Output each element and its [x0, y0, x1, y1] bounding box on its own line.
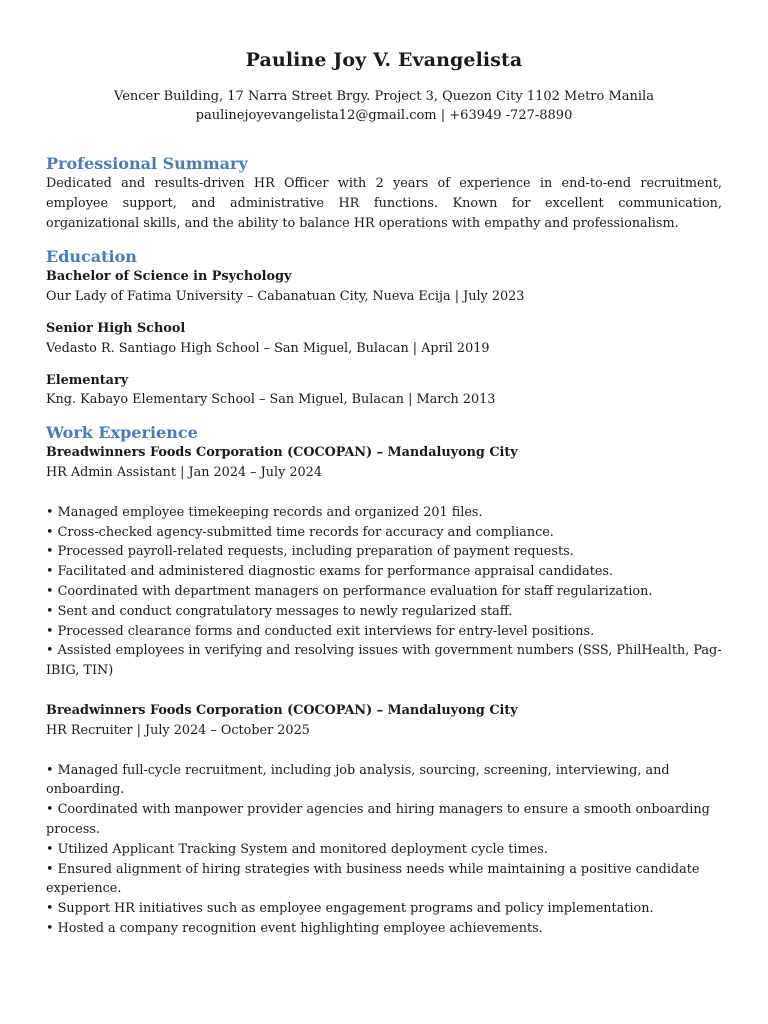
job-company: Breadwinners Foods Corporation (COCOPAN) – Mandaluyong City	[46, 445, 518, 461]
education-degree: Senior High School	[46, 320, 186, 336]
education-degree: Elementary	[46, 372, 129, 388]
education-school: Vedasto R. Santiago High School – San Miguel, Bulacan | April 2019	[46, 340, 490, 356]
address-line: Vencer Building, 17 Narra Street Brgy. Project 3, Quezon City 1102 Metro Manila	[114, 89, 654, 104]
education-entry	[46, 319, 722, 359]
job-duty: • Managed full-cycle recruitment, including job analysis, sourcing, screening, interviewing, and onboarding.	[46, 762, 670, 798]
education-school: Kng. Kabayo Elementary School – San Miguel, Bulacan | March 2013	[46, 392, 496, 408]
section-title-education: Education	[46, 247, 137, 267]
job-duty: • Ensured alignment of hiring strategies with business needs while maintaining a positive candidate experience.	[46, 861, 700, 897]
job-duty: • Assisted employees in verifying and resolving issues with government numbers (SSS, PhilHealth, Pag-IBIG, TIN)	[46, 643, 722, 679]
job-duty: • Facilitated and administered diagnostic exams for performance appraisal candidates.	[46, 564, 614, 580]
job-duty: • Coordinated with manpower provider agencies and hiring managers to ensure a smooth onboarding process.	[46, 802, 710, 837]
job-duty: • Support HR initiatives such as employee engagement programs and policy implementation.	[46, 901, 654, 917]
job-duty: • Managed employee timekeeping records and organized 201 files.	[46, 504, 483, 520]
job-entry	[46, 443, 722, 681]
job-duty: • Processed payroll-related requests, including preparation of payment requests.	[46, 544, 574, 560]
section-title-work-experience: Work Experience	[46, 423, 198, 443]
job-duty: • Sent and conduct congratulatory messages to newly regularized staff.	[46, 603, 513, 619]
job-duty: • Hosted a company recognition event highlighting employee achievements.	[46, 920, 543, 936]
email-phone-line: paulinejoyevangelista12@gmail.com | +63949 -727-8890	[195, 108, 573, 123]
job-duty: • Utilized Applicant Tracking System and monitored deployment cycle times.	[46, 841, 548, 857]
job-duties-list	[46, 761, 722, 939]
job-duty: • Processed clearance forms and conducted exit interviews for entry-level positions.	[46, 623, 595, 639]
job-duty: • Cross-checked agency-submitted time records for accuracy and compliance.	[46, 524, 554, 540]
job-company: Breadwinners Foods Corporation (COCOPAN) – Mandaluyong City	[46, 702, 518, 718]
education-entry	[46, 267, 722, 307]
education-entry	[46, 371, 722, 411]
job-entry	[46, 701, 722, 939]
education-degree: Bachelor of Science in Psychology	[46, 269, 292, 285]
job-role: HR Recruiter | July 2024 – October 2025	[46, 722, 310, 738]
contact-block	[46, 87, 722, 125]
job-role: HR Admin Assistant | Jan 2024 – July 2024	[46, 464, 322, 480]
summary-text: Dedicated and results-driven HR Officer with 2 years of experience in end-to-end recruitment, employee support, and administrative HR functions. Known for excellent communication, organizational skills, and the ability to balance HR operations with empathy and professionalism.	[46, 176, 722, 231]
job-duties-list	[46, 503, 722, 681]
section-title-summary: Professional Summary	[46, 154, 248, 173]
applicant-name: Pauline Joy V. Evangelista	[245, 49, 523, 71]
job-duty: • Coordinated with department managers on performance evaluation for staff regularization.	[46, 583, 653, 599]
education-school: Our Lady of Fatima University – Cabanatuan City, Nueva Ecija | July 2023	[46, 289, 525, 305]
